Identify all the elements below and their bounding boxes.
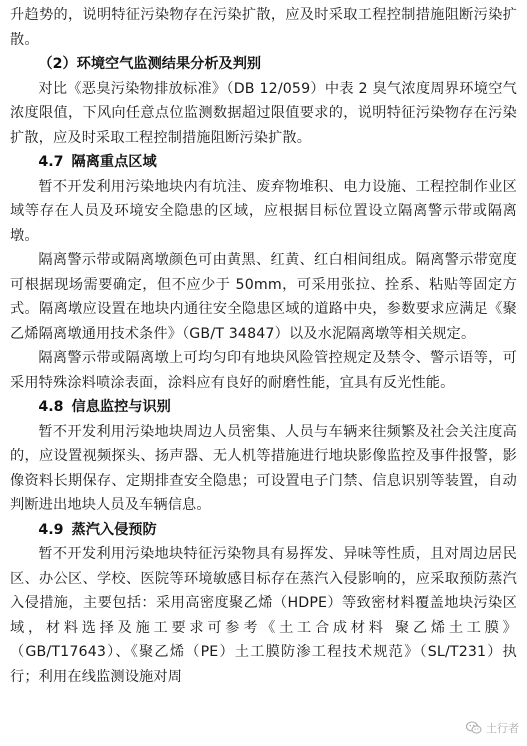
paragraph-4-9-1: 暂不开发利用污染地块特征污染物具有易挥发、异味等性质，且对周边居民区、办公区、学校、医院等环境敏感目标存在蒸汽入侵影响的，应采取预防蒸汽入侵措施，主要包括：采用高密度聚乙烯（HDPE）等致密材料覆盖地块污染区域，材料选择及施工要求可参考《土工合成材料 聚乙烯土工膜》（GB/T17643）、《聚乙烯（PE）土工膜防渗工程技术规范》（SL/T231）执行；利用在线监测设施对周: [10, 546, 517, 685]
heading-air-text: （2）环境空气监测结果分析及判别: [38, 56, 262, 72]
watermark-text: 土行者: [486, 722, 519, 735]
heading-4-7-number: 4.7: [38, 154, 64, 170]
heading-4-8-number: 4.8: [38, 399, 64, 415]
paragraph-continuation: 升趋势的，说明特征污染物存在污染扩散，应及时采取工程控制措施阻断污染扩散。: [10, 7, 517, 48]
heading-4-7-title: 隔离重点区域: [71, 154, 157, 170]
heading-4-9-number: 4.9: [38, 521, 64, 538]
wechat-icon: [466, 721, 482, 735]
heading-4-8-title: 信息监控与识别: [71, 399, 171, 415]
heading-air-monitoring: [10, 52, 517, 77]
heading-4-9-title: 蒸汽入侵预防: [71, 521, 157, 538]
heading-4-7: [10, 150, 517, 175]
paragraph-4-7-2: 隔离警示带或隔离墩颜色可由黄黑、红黄、红白相间组成。隔离警示带宽度可根据现场需要确定，但不应少于 50mm，可采用张拉、拴系、粘贴等固定方式。隔离墩应设置在地块内通往安全隐患区域的道路中央，参数要求应满足《聚乙烯隔离墩通用技术条件》（GB/T 34847）以及水泥隔离墩等相关规定。: [10, 252, 517, 342]
paragraph-air: 对比《恶臭污染物排放标准》（DB 12/059）中表 2 臭气浓度周界环境空气浓度限值，下风向任意点位监测数据超过限值要求的，说明特征污染物存在污染扩散，应及时采取工程控制措施阻断污染扩散。: [10, 80, 517, 146]
paragraph-4-7-1: 暂不开发利用污染地块内有坑洼、废弃物堆积、电力设施、工程控制作业区域等存在人员及环境安全隐患的区域，应根据目标位置设立隔离警示带或隔离墩。: [10, 178, 517, 244]
heading-4-9: [10, 518, 517, 543]
heading-4-8: [10, 395, 517, 420]
paragraph-4-7-3: 隔离警示带或隔离墩上可均匀印有地块风险管控规定及禁令、警示语等，可采用特殊涂料喷涂表面，涂料应有良好的耐磨性能，宜具有反光性能。: [10, 350, 517, 391]
paragraph-4-8-1: 暂不开发利用污染地块周边人员密集、人员与车辆来往频繁及社会关注度高的，应设置视频探头、扬声器、无人机等措施进行地块影像监控及事件报警，影像资料长期保存、定期排查安全隐患；可设置电子门禁、信息识别等装置，自动判断进出地块人员及车辆信息。: [10, 423, 517, 513]
watermark: [466, 720, 519, 736]
